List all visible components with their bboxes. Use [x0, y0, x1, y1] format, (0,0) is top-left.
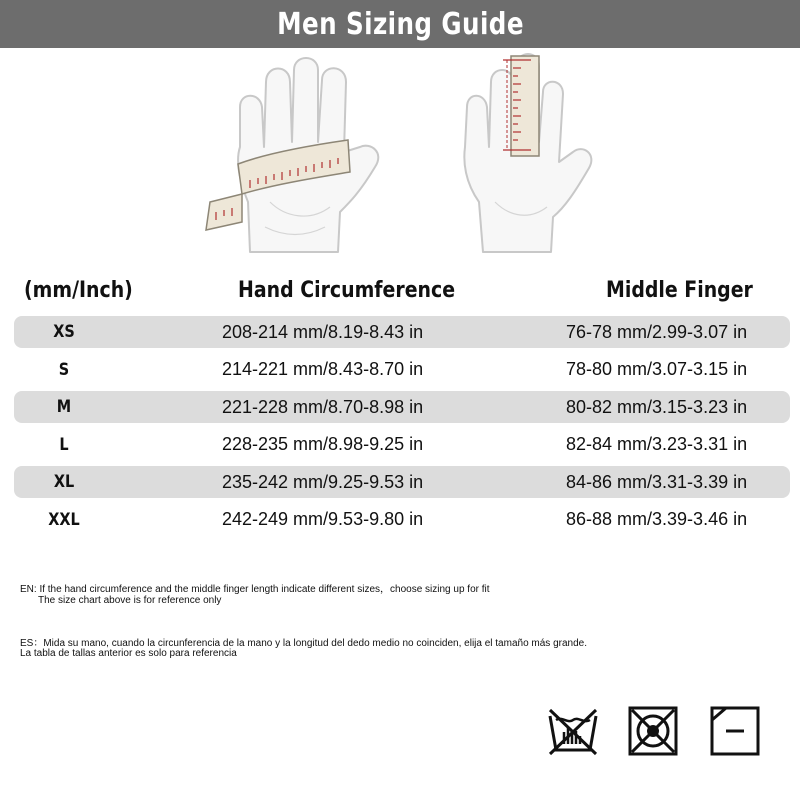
unit-header: (mm/Inch): [24, 278, 133, 303]
middle-value: 84-86 mm/3.31-3.39 in: [566, 471, 748, 492]
table-row: [14, 391, 790, 423]
middle-finger-illustration: [455, 52, 605, 262]
size-label: XL: [53, 472, 75, 493]
hand-value: 242-249 mm/9.53-9.80 in: [222, 509, 424, 530]
table-row: [14, 466, 790, 498]
middle-value: 86-88 mm/3.39-3.46 in: [566, 509, 748, 530]
hand-value: 208-214 mm/8.19-8.43 in: [222, 321, 424, 342]
hand-value: 214-221 mm/8.43-8.70 in: [222, 359, 424, 380]
hand-circumference-illustration: [190, 52, 390, 262]
size-label: L: [59, 434, 69, 455]
table-row: [14, 354, 790, 386]
note-en-line2: The size chart above is for reference only: [38, 595, 222, 606]
note-en-line1: EN: If the hand circumference and the middle finger length indicate different sizes，choose sizing up for fit: [20, 584, 490, 595]
header-bar: [0, 0, 800, 48]
middle-value: 76-78 mm/2.99-3.07 in: [566, 321, 748, 342]
line-dry-icon: [710, 706, 760, 761]
table-row: [14, 316, 790, 348]
middle-value: 82-84 mm/3.23-3.31 in: [566, 434, 748, 455]
size-table: [14, 316, 790, 542]
note-es-line1: ES：Mida su mano, cuando la circunferencia de la mano y la longitud del dedo medio no coinciden, elija el tamaño más grande.: [20, 638, 588, 649]
size-label: M: [56, 397, 72, 418]
do-not-wash-icon: [546, 706, 600, 761]
middle-finger-header: Middle Finger: [606, 278, 753, 303]
middle-value: 80-82 mm/3.15-3.23 in: [566, 396, 748, 417]
hand-circumference-header: Hand Circumference: [238, 278, 456, 303]
note-es-line2: La tabla de tallas anterior es solo para referencia: [20, 648, 237, 659]
table-row: [14, 504, 790, 536]
page-title: Men Sizing Guide: [276, 6, 524, 42]
hand-value: 228-235 mm/8.98-9.25 in: [222, 434, 424, 455]
middle-value: 78-80 mm/3.07-3.15 in: [566, 359, 748, 380]
size-label: S: [58, 359, 70, 380]
table-row: [14, 429, 790, 461]
size-label: XXL: [48, 509, 80, 530]
hand-value: 235-242 mm/9.25-9.53 in: [222, 471, 424, 492]
size-label: XS: [53, 322, 75, 342]
do-not-tumble-dry-icon: [628, 706, 678, 761]
hand-value: 221-228 mm/8.70-8.98 in: [222, 396, 424, 417]
